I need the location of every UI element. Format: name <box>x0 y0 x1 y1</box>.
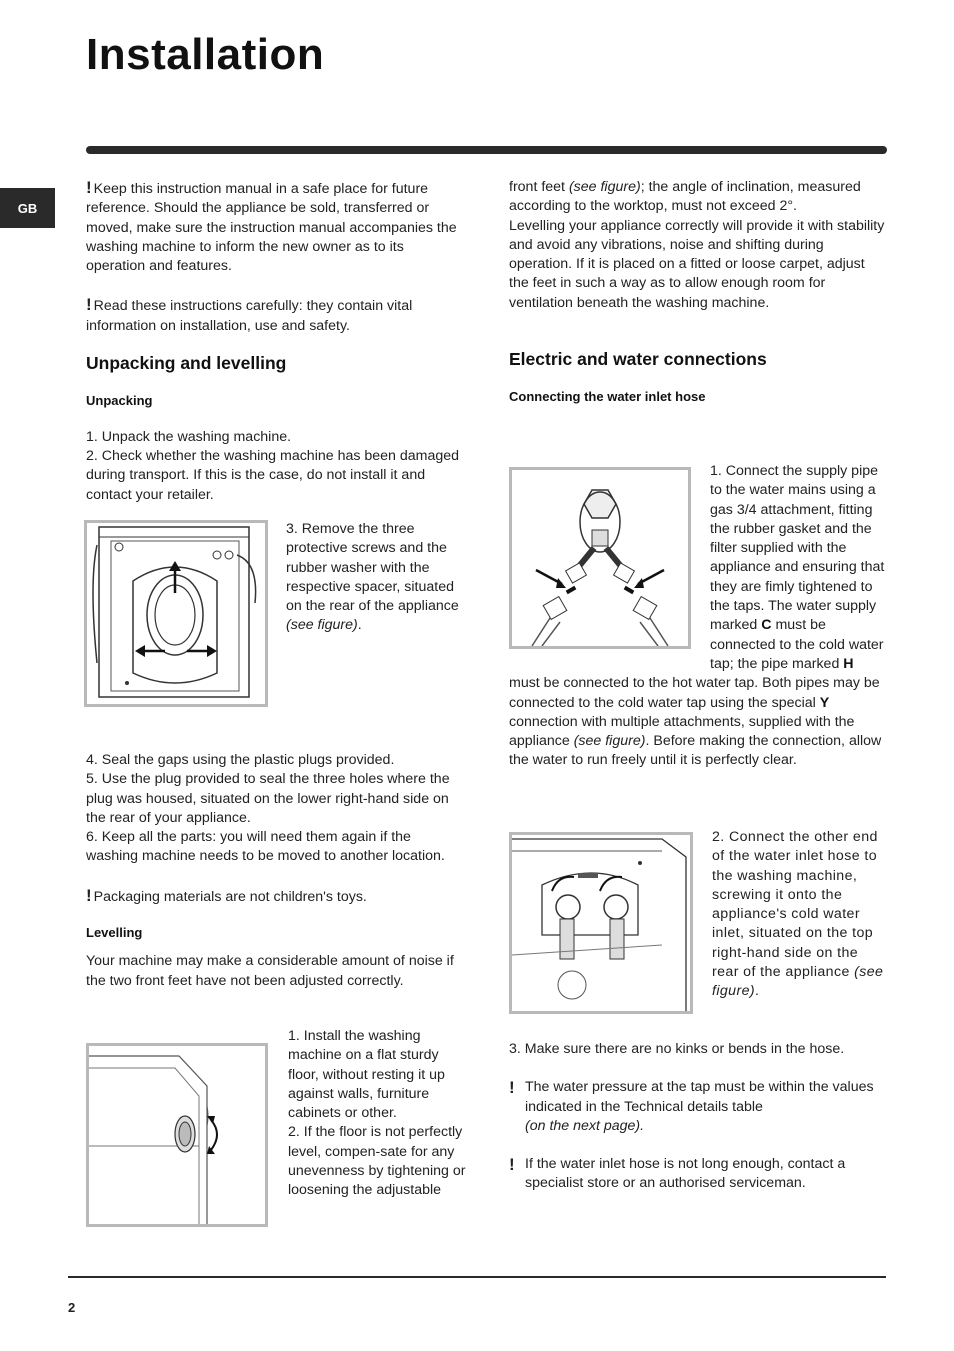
levelling-steps <box>288 1027 466 1201</box>
unpacking-step-3: 3. Remove the three protective screws and the rubber washer with the respective spacer, situated on the rear of the appliance (see figure). <box>286 521 459 634</box>
connection-step-3: 3. Make sure there are no kinks or bends in the hose. <box>509 1041 845 1057</box>
warning-keep-manual: ! Keep this instruction manual in a safe place for future reference. Should the appliance be sold, transferred or moved, make sure the instruction manual accompanies the washing machine to inform the new owner as to its operation and features. <box>86 178 457 275</box>
levelling-intro: Your machine may make a considerable amount of noise if the two front feet have not been adjusted correctly. <box>86 953 454 989</box>
connection-step-1: 1. Connect the supply pipe to the water mains using a gas 3/4 attachment, fitting the rubber gasket and the filter supplied with the appliance and ensuring that they are fimly tightened to the taps. The water supply marked C must be connected to the cold water tap; the pipe marked H must be connected to the hot water tap. Both pipes may be connected to the cold water tap using the special Y connection with multiple attachments, supplied with the appliance (see figure). Before making the connection, allow the water to run freely until it is perfectly clear. <box>509 463 885 769</box>
rear-appliance-figure <box>84 520 268 707</box>
section-heading-connections: Electric and water connections <box>509 349 767 370</box>
exclamation-icon: ! <box>509 1078 515 1098</box>
connection-step-2: 2. Connect the other end of the water inlet hose to the washing machine, screwing it onto the appliance's cold water inlet, situated on the top right-hand side on the rear of the appliance (see figure). <box>712 829 884 1000</box>
appliance-inlet-figure <box>509 832 693 1014</box>
section-heading-unpacking-levelling: Unpacking and levelling <box>86 353 287 374</box>
unpacking-step-1: 1. Unpack the washing machine. <box>86 428 292 445</box>
unpacking-step-2: 2. Check whether the washing machine has been damaged during transport. If this is the case, do not install it and contact your retailer. <box>86 447 460 503</box>
exclamation-icon: ! <box>86 295 92 315</box>
unpacking-steps-4-6 <box>86 751 464 991</box>
levelling-step-2: 2. If the floor is not perfectly level, compen-sate for any unevenness by tightening or loosening the adjustable <box>288 1124 466 1199</box>
exclamation-icon: ! <box>509 1155 515 1175</box>
subheading-levelling: Levelling <box>86 925 143 941</box>
subheading-inlet-hose: Connecting the water inlet hose <box>509 389 706 405</box>
language-tab: GB <box>0 188 55 228</box>
figure-float-spacer <box>509 462 710 655</box>
warning-hose-length: ! If the water inlet hose is not long enough, contact a specialist store or an authorised serviceman. <box>509 1155 887 1194</box>
connection-notes <box>509 1040 887 1194</box>
title-rule <box>86 146 887 154</box>
unpacking-step-5: 5. Use the plug provided to seal the three holes where the plug was housed, situated on the lower right-hand side on the rear of your appliance. <box>86 771 450 826</box>
levelling-continued: front feet (see figure); the angle of inclination, measured according to the worktop, must not exceed 2°. <box>509 179 861 215</box>
warning-packaging: ! Packaging materials are not children's toys. <box>86 885 367 905</box>
page-title: Installation <box>86 30 325 79</box>
exclamation-icon: ! <box>86 178 92 197</box>
subheading-unpacking: Unpacking <box>86 393 153 409</box>
warning-water-pressure: ! The water pressure at the tap must be within the values indicated in the Technical details table (on the next page). <box>509 1078 887 1136</box>
exclamation-icon: ! <box>86 885 92 905</box>
warning-read-instructions: ! Read these instructions carefully: they contain vital information on installation, use and safety. <box>86 295 413 334</box>
right-column <box>509 178 887 407</box>
unpacking-step-6: 6. Keep all the parts: you will need them again if the washing machine needs to be moved to another location. <box>86 829 445 865</box>
unpacking-step-4: 4. Seal the gaps using the plastic plugs provided. <box>86 752 395 768</box>
levelling-step-1: 1. Install the washing machine on a flat sturdy floor, without resting it up against walls, furniture cabinets or other. <box>288 1028 445 1122</box>
footer-rule <box>68 1276 886 1278</box>
levelling-paragraph: Levelling your appliance correctly will provide it with stability and avoid any vibrations, noise and shifting during operation. If it is placed on a fitted or loose carpet, adjust the feet in such a way as to allow enough room for ventilation beneath the washing machine. <box>509 217 885 311</box>
adjustable-foot-figure <box>86 1043 268 1227</box>
page-number: 2 <box>68 1300 76 1315</box>
left-column <box>86 178 464 505</box>
